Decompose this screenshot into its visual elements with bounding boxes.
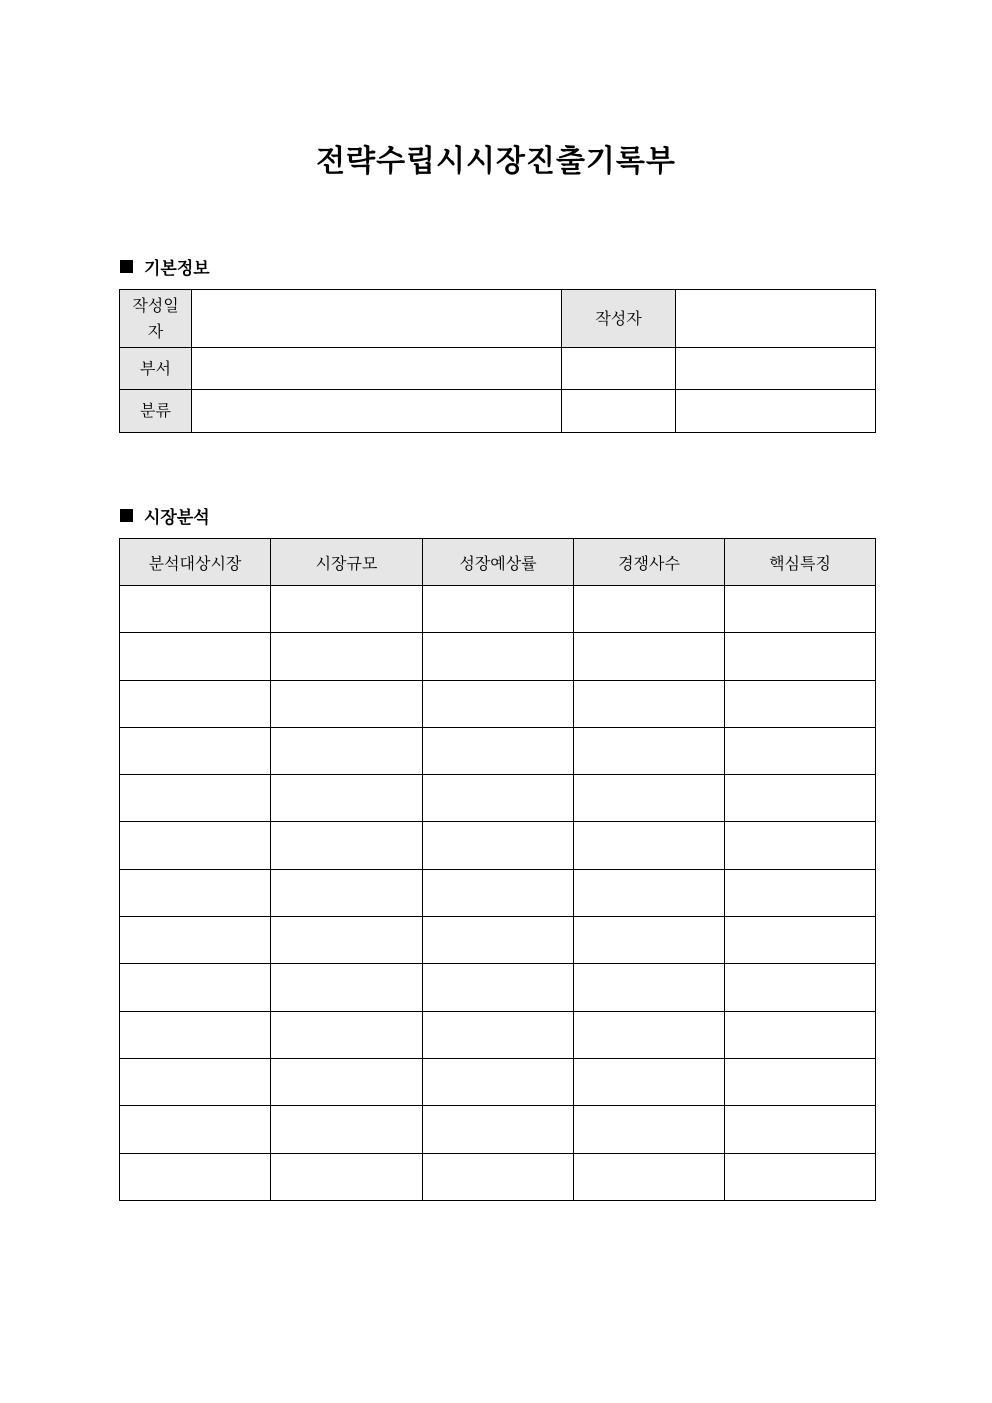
competitor-count-cell[interactable] bbox=[574, 1106, 725, 1153]
market-size-cell[interactable] bbox=[271, 1153, 423, 1200]
empty-cell[interactable] bbox=[676, 390, 876, 433]
market-size-cell[interactable] bbox=[271, 869, 423, 916]
competitor-count-cell[interactable] bbox=[574, 586, 725, 633]
competitor-count-cell[interactable] bbox=[574, 964, 725, 1011]
competitor-count-cell[interactable] bbox=[574, 869, 725, 916]
key-features-cell[interactable] bbox=[725, 822, 876, 869]
competitor-count-cell[interactable] bbox=[574, 917, 725, 964]
table-row bbox=[120, 822, 876, 869]
key-features-cell[interactable] bbox=[725, 680, 876, 727]
table-row bbox=[120, 775, 876, 822]
key-features-cell[interactable] bbox=[725, 1106, 876, 1153]
market-size-cell[interactable] bbox=[271, 727, 423, 774]
growth-rate-cell[interactable] bbox=[423, 822, 574, 869]
competitor-count-cell[interactable] bbox=[574, 822, 725, 869]
empty-cell[interactable] bbox=[562, 348, 676, 390]
category-label: 분류 bbox=[120, 390, 192, 433]
table-row bbox=[120, 680, 876, 727]
section-heading-label: 시장분석 bbox=[144, 508, 210, 528]
table-row bbox=[120, 348, 876, 390]
table-row bbox=[120, 964, 876, 1011]
key-features-cell[interactable] bbox=[725, 586, 876, 633]
target-market-cell[interactable] bbox=[120, 680, 271, 727]
category-field[interactable] bbox=[192, 390, 562, 433]
column-header-competitor-count: 경쟁사수 bbox=[574, 539, 725, 586]
table-row bbox=[120, 390, 876, 433]
author-field[interactable] bbox=[676, 290, 876, 348]
section-heading-basic-info bbox=[120, 254, 210, 279]
key-features-cell[interactable] bbox=[725, 775, 876, 822]
column-header-target-market: 분석대상시장 bbox=[120, 539, 271, 586]
growth-rate-cell[interactable] bbox=[423, 633, 574, 680]
growth-rate-cell[interactable] bbox=[423, 1106, 574, 1153]
growth-rate-cell[interactable] bbox=[423, 775, 574, 822]
date-label-line1: 작성일 bbox=[132, 295, 179, 315]
growth-rate-cell[interactable] bbox=[423, 869, 574, 916]
growth-rate-cell[interactable] bbox=[423, 727, 574, 774]
key-features-cell[interactable] bbox=[725, 1058, 876, 1105]
table-row bbox=[120, 917, 876, 964]
market-size-cell[interactable] bbox=[271, 1058, 423, 1105]
competitor-count-cell[interactable] bbox=[574, 1011, 725, 1058]
key-features-cell[interactable] bbox=[725, 727, 876, 774]
page-title: 전략수립시시장진출기록부 bbox=[316, 144, 676, 179]
column-header-key-features: 핵심특징 bbox=[725, 539, 876, 586]
table-row bbox=[120, 1106, 876, 1153]
target-market-cell[interactable] bbox=[120, 1011, 271, 1058]
competitor-count-cell[interactable] bbox=[574, 1058, 725, 1105]
growth-rate-cell[interactable] bbox=[423, 586, 574, 633]
growth-rate-cell[interactable] bbox=[423, 964, 574, 1011]
key-features-cell[interactable] bbox=[725, 633, 876, 680]
department-label: 부서 bbox=[120, 348, 192, 390]
section-heading-label: 기본정보 bbox=[144, 259, 210, 279]
key-features-cell[interactable] bbox=[725, 1011, 876, 1058]
table-row bbox=[120, 869, 876, 916]
key-features-cell[interactable] bbox=[725, 964, 876, 1011]
market-size-cell[interactable] bbox=[271, 917, 423, 964]
market-size-cell[interactable] bbox=[271, 1011, 423, 1058]
target-market-cell[interactable] bbox=[120, 633, 271, 680]
author-label: 작성자 bbox=[562, 290, 676, 348]
target-market-cell[interactable] bbox=[120, 1106, 271, 1153]
target-market-cell[interactable] bbox=[120, 775, 271, 822]
target-market-cell[interactable] bbox=[120, 869, 271, 916]
column-header-growth-rate: 성장예상률 bbox=[423, 539, 574, 586]
target-market-cell[interactable] bbox=[120, 727, 271, 774]
key-features-cell[interactable] bbox=[725, 869, 876, 916]
target-market-cell[interactable] bbox=[120, 1058, 271, 1105]
key-features-cell[interactable] bbox=[725, 1153, 876, 1200]
target-market-cell[interactable] bbox=[120, 822, 271, 869]
table-row bbox=[120, 633, 876, 680]
table-row bbox=[120, 586, 876, 633]
table-row bbox=[120, 1011, 876, 1058]
target-market-cell[interactable] bbox=[120, 586, 271, 633]
market-size-cell[interactable] bbox=[271, 1106, 423, 1153]
competitor-count-cell[interactable] bbox=[574, 633, 725, 680]
growth-rate-cell[interactable] bbox=[423, 917, 574, 964]
competitor-count-cell[interactable] bbox=[574, 680, 725, 727]
section-heading-market-analysis bbox=[120, 503, 210, 528]
table-header-row bbox=[120, 539, 876, 586]
growth-rate-cell[interactable] bbox=[423, 1058, 574, 1105]
competitor-count-cell[interactable] bbox=[574, 1153, 725, 1200]
date-field[interactable] bbox=[192, 290, 562, 348]
column-header-market-size: 시장규모 bbox=[271, 539, 423, 586]
growth-rate-cell[interactable] bbox=[423, 1011, 574, 1058]
growth-rate-cell[interactable] bbox=[423, 680, 574, 727]
table-row bbox=[120, 727, 876, 774]
square-bullet-icon bbox=[120, 260, 133, 273]
square-bullet-icon bbox=[120, 509, 133, 522]
date-label bbox=[120, 290, 192, 348]
market-size-cell[interactable] bbox=[271, 964, 423, 1011]
competitor-count-cell[interactable] bbox=[574, 727, 725, 774]
target-market-cell[interactable] bbox=[120, 964, 271, 1011]
market-size-cell[interactable] bbox=[271, 586, 423, 633]
table-row bbox=[120, 290, 876, 348]
date-label-line2: 자 bbox=[147, 321, 164, 341]
table-row bbox=[120, 1058, 876, 1105]
empty-cell[interactable] bbox=[562, 390, 676, 433]
market-size-cell[interactable] bbox=[271, 680, 423, 727]
basic-info-table bbox=[119, 289, 876, 433]
market-table-body bbox=[120, 586, 876, 1201]
market-size-cell[interactable] bbox=[271, 633, 423, 680]
market-size-cell[interactable] bbox=[271, 775, 423, 822]
target-market-cell[interactable] bbox=[120, 917, 271, 964]
key-features-cell[interactable] bbox=[725, 917, 876, 964]
table-row bbox=[120, 1153, 876, 1200]
department-field[interactable] bbox=[192, 348, 562, 390]
market-analysis-table bbox=[119, 538, 876, 1201]
market-size-cell[interactable] bbox=[271, 822, 423, 869]
competitor-count-cell[interactable] bbox=[574, 775, 725, 822]
growth-rate-cell[interactable] bbox=[423, 1153, 574, 1200]
target-market-cell[interactable] bbox=[120, 1153, 271, 1200]
empty-cell[interactable] bbox=[676, 348, 876, 390]
